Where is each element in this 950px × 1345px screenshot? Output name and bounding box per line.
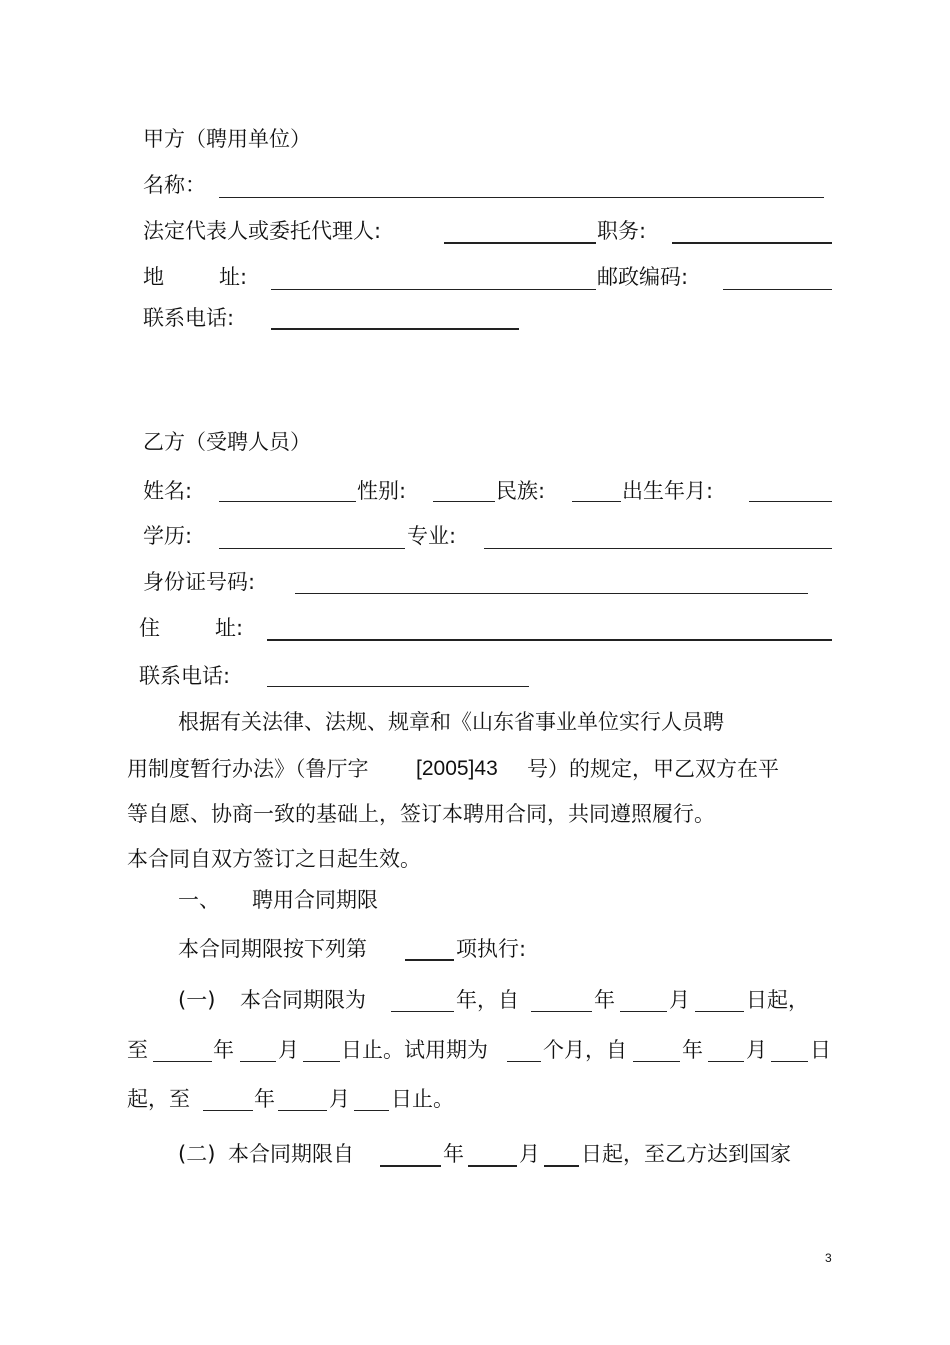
party-b-birth-field[interactable] [749, 501, 832, 502]
clause-choice-field[interactable] [405, 959, 454, 961]
item-text: 月 [519, 1142, 540, 1166]
item-text: 本合同期限自 [228, 1142, 354, 1166]
party-b-gender-field[interactable] [433, 501, 495, 502]
party-a-rep-field[interactable] [444, 242, 596, 244]
party-a-name-field[interactable] [219, 197, 824, 198]
body-paragraph-line: 用制度暂行办法》（鲁厅字 [127, 757, 369, 781]
item-text: 个月，自 [543, 1038, 627, 1062]
party-a-postcode-field[interactable] [723, 289, 832, 290]
party-a-name-label: 名称： [143, 173, 206, 197]
probation-end-month-field[interactable] [278, 1110, 327, 1111]
open-term-start-month-field[interactable] [468, 1165, 517, 1167]
party-a-address-field[interactable] [271, 289, 596, 290]
open-term-start-year-field[interactable] [380, 1165, 441, 1167]
probation-start-month-field[interactable] [708, 1061, 744, 1062]
item-text: 年 [594, 988, 615, 1012]
item-text: 日起，至乙方达到国家 [581, 1142, 791, 1166]
party-b-major-field[interactable] [484, 548, 832, 549]
body-paragraph-line: 等自愿、协商一致的基础上，签订本聘用合同，共同遵照履行。 [127, 802, 715, 826]
end-month-field[interactable] [240, 1061, 276, 1062]
body-paragraph-line: 本合同自双方签订之日起生效。 [127, 847, 421, 871]
section-number: 一、 [178, 888, 220, 912]
body-paragraph-line: 号）的规定，甲乙双方在平 [527, 757, 779, 781]
item-text: 至 [127, 1038, 148, 1062]
party-b-id-label: 身份证号码: [143, 570, 256, 594]
item-text: 年 [443, 1142, 464, 1166]
party-a-phone-label: 联系电话: [143, 306, 235, 330]
item-text: 本合同期限为 [240, 988, 366, 1012]
clause-text: 项执行: [456, 937, 527, 961]
term-years-field[interactable] [391, 1011, 454, 1012]
party-b-name-field[interactable] [219, 501, 356, 502]
item-text: 起，至 [127, 1087, 190, 1111]
party-b-phone-field[interactable] [267, 686, 529, 687]
party-a-heading: 甲方（聘用单位） [143, 127, 311, 151]
item-text: 年，自 [456, 988, 519, 1012]
party-a-rep-label: 法定代表人或委托代理人: [143, 219, 382, 243]
item-text: 日 [810, 1038, 831, 1062]
party-b-major-label: 专业: [407, 524, 457, 548]
party-b-name-label: 姓名: [143, 479, 193, 503]
party-b-ethnicity-label: 民族: [496, 479, 546, 503]
party-b-address-label-2: 址: [215, 616, 244, 640]
party-a-address-label-2: 址: [219, 265, 248, 289]
party-b-heading: 乙方（受聘人员） [143, 430, 311, 454]
document-reference-number: [2005]43 [416, 757, 498, 780]
item-text: 年 [213, 1038, 234, 1062]
item-text: 年 [682, 1038, 703, 1062]
party-a-position-label: 职务: [597, 219, 647, 243]
item-text: 月 [278, 1038, 299, 1062]
party-b-id-field[interactable] [295, 593, 808, 594]
party-b-address-label-1: 住 [139, 616, 160, 640]
start-month-field[interactable] [620, 1011, 667, 1012]
party-b-birth-label: 出生年月: [622, 479, 714, 503]
party-b-education-label: 学历: [143, 524, 193, 548]
body-paragraph-line: 根据有关法律、法规、规章和《山东省事业单位实行人员聘 [178, 710, 724, 734]
open-term-start-day-field[interactable] [544, 1165, 579, 1167]
party-b-address-field[interactable] [267, 639, 832, 641]
party-a-address-label-1: 地 [143, 265, 164, 289]
item-number: (一) [178, 988, 216, 1012]
item-text: 日起， [746, 988, 809, 1012]
start-day-field[interactable] [695, 1011, 744, 1012]
probation-start-day-field[interactable] [771, 1061, 808, 1062]
end-day-field[interactable] [303, 1061, 340, 1062]
item-text: 年 [254, 1087, 275, 1111]
party-a-phone-field[interactable] [271, 328, 519, 330]
item-text: 月 [746, 1038, 767, 1062]
clause-text: 本合同期限按下列第 [178, 937, 367, 961]
end-year-field[interactable] [153, 1061, 212, 1062]
item-text: 月 [329, 1087, 350, 1111]
item-text: 日止。试用期为 [341, 1038, 488, 1062]
page-number: 3 [825, 1251, 832, 1265]
party-b-gender-label: 性别: [357, 479, 407, 503]
section-title: 聘用合同期限 [252, 888, 378, 912]
party-b-education-field[interactable] [219, 548, 405, 549]
item-text: 日止。 [391, 1087, 454, 1111]
start-year-field[interactable] [531, 1011, 592, 1012]
probation-start-year-field[interactable] [633, 1061, 680, 1062]
probation-end-day-field[interactable] [354, 1110, 389, 1111]
party-a-position-field[interactable] [672, 242, 832, 244]
item-text: 月 [669, 988, 690, 1012]
probation-months-field[interactable] [507, 1061, 541, 1062]
party-b-ethnicity-field[interactable] [572, 501, 621, 502]
party-a-postcode-label: 邮政编码: [597, 265, 689, 289]
item-number: (二) [178, 1142, 216, 1166]
probation-end-year-field[interactable] [203, 1110, 253, 1111]
party-b-phone-label: 联系电话: [139, 664, 231, 688]
